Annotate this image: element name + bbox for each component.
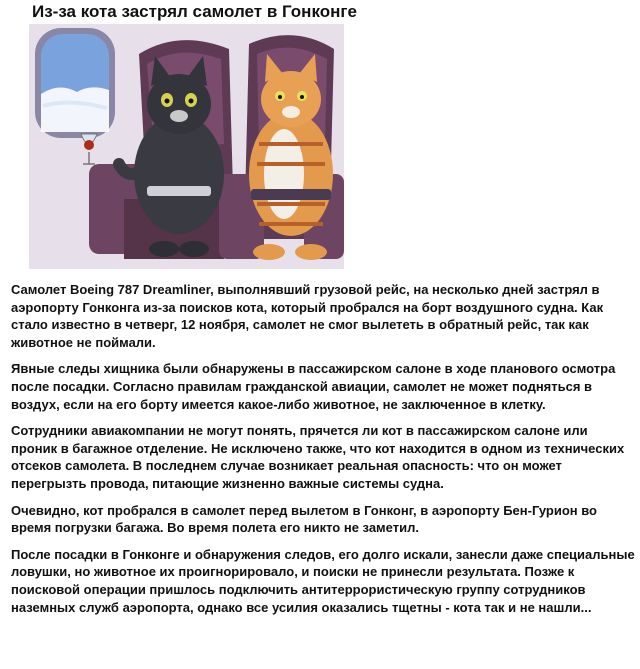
- article-paragraph: Сотрудники авиакомпании не могут понять, прячется ли кот в пассажирском салоне или проник в багажное отделение. Не исключено также, что кот находится в одном из технических отсеков самолета. В последнем случае возникает реальная опасность: что он может перегрызть провода, питающие жизненно важные системы судна.: [11, 423, 625, 491]
- article-title: Из-за кота застрял самолет в Гонконге: [32, 2, 357, 21]
- article-body: [11, 281, 636, 625]
- cats-on-plane-illustration: [29, 24, 344, 269]
- article-paragraph: Самолет Boeing 787 Dreamliner, выполнявший грузовой рейс, на несколько дней застрял в аэропорту Гонконга из-за поисков кота, который пробрался на борт воздушного судна. Как стало известно в четверг, 12 ноября, самолет не смог вылететь в обратный рейс, так как животное не поймали.: [11, 282, 604, 350]
- article-paragraph: Очевидно, кот пробрался в самолет перед вылетом в Гонконг, в аэропорту Бен-Гурион во время погрузки багажа. Во время полета его никто не заметил.: [11, 502, 597, 536]
- article-paragraph: Явные следы хищника были обнаружены в пассажирском салоне в ходе планового осмотра после посадки. Согласно правилам гражданской авиации, самолет не может подняться в воздух, если на его борту имеется какое-либо животное, не заключенное в клетку.: [11, 361, 616, 412]
- article-paragraph: После посадки в Гонконге и обнаружения следов, его долго искали, занесли даже специальные ловушки, но животное их проигнорировало, и поиски не принесли результата. Позже к поисковой операции пришлось подключить антитеррористическую группу сотрудников наземных служб аэропорта, однако все усилия оказались тщетны - кота так и не нашли...: [11, 546, 635, 615]
- airplane-window: [35, 28, 115, 138]
